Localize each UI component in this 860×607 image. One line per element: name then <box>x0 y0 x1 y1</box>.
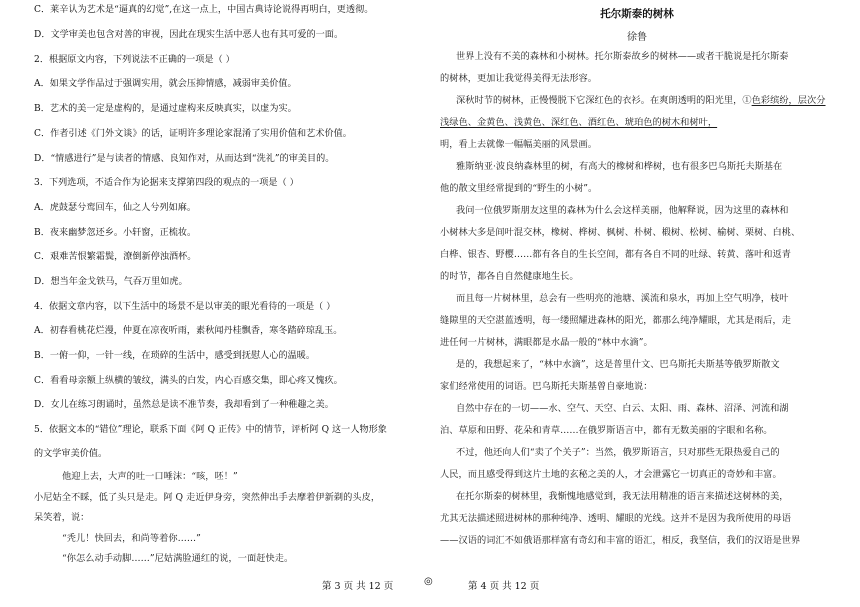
underlined-phrase: 色彩缤纷，层次分 <box>751 95 826 106</box>
essay-line: 而且每一片树林里，总会有一些明亮的池塘、溪流和泉水，再加上空气明净，枝叶 <box>456 293 789 304</box>
q4-option-a: A．初春看桃花烂漫，仲夏在凉夜听雨，素秋闻丹桂飘香，寒冬踏碎琼乱玉。 <box>34 326 343 336</box>
essay-line: 家们经常使用的词语。巴乌斯托夫斯基曾自豪地说： <box>440 381 653 392</box>
essay-line: 明，看上去就像一幅幅美丽的风景画。 <box>440 139 598 150</box>
question-4-stem: 4．依据文章内容，以下生活中的场景不是以审美的眼光看待的一项是（ ） <box>34 302 336 312</box>
q3-option-d: D．想当年金戈铁马，气吞万里如虎。 <box>34 277 188 287</box>
q3-option-c: C．艰难苦恨繁霜鬓，潦倒新停浊酒杯。 <box>34 252 197 262</box>
excerpt-line: 他迎上去，大声的吐一口唾沫：“咳，呸！” <box>62 471 238 482</box>
excerpt-line: 呆笑着，说： <box>34 512 90 523</box>
question-5-stem-cont: 的文学审美价值。 <box>34 449 108 459</box>
q3-option-a: A．虎鼓瑟兮鸾回车，仙之人兮列如麻。 <box>34 203 197 213</box>
excerpt-line: 小尼姑全不睬，低了头只是走。阿 Q 走近伊身旁，突然伸出手去摩着伊新剃的头皮， <box>34 492 381 503</box>
q2-option-b: B．艺术的美一定是虚构的，是通过虚构来反映真实，以虚为实。 <box>34 104 297 114</box>
q4-option-c: C．看看母亲额上纵横的皱纹，满头的白发，内心百感交集，即心疼又愧疚。 <box>34 376 343 386</box>
essay-line: 尤其无法描述照进树林的那种纯净、透明、耀眼的光线。这并不是因为我所使用的母语 <box>440 513 792 524</box>
q2-option-d: D．“情感进行”是与读者的情感、良知作对，从而达到“洗礼”的审美目的。 <box>34 154 335 164</box>
essay-line: 进任何一片树林，满眼都是水晶一般的“林中水滴”。 <box>440 337 653 348</box>
page-number-right: 第 4 页 共 12 页 <box>468 581 540 592</box>
essay-line: 世界上没有不美的森林和小树林。托尔斯泰故乡的树林——或者干脆说是托尔斯泰 <box>456 51 789 62</box>
essay-line: 泊、草原和田野、花朵和青草……在俄罗斯语言中，都有无数美丽的字眼和名称。 <box>440 425 773 436</box>
excerpt-line: “你怎么动手动脚……”尼姑满脸通红的说，一面赶快走。 <box>62 553 294 564</box>
question-2-stem: 2．根据原文内容，下列说法不正确的一项是（ ） <box>34 55 235 65</box>
essay-line-text: 深秋时节的树林，正慢慢脱下它深红色的衣衫。在爽朗透明的阳光里，① <box>456 95 752 106</box>
essay-line: 人民，而且感受得到这片土地的玄秘之美的人，才会泄露它一切真正的奇妙和丰富。 <box>440 469 782 480</box>
binding-mark-icon: ◎ <box>424 576 433 587</box>
essay-line: 缝隙里的天空湛蓝透明，每一缕照耀进森林的阳光，都那么纯净耀眼，尤其是雨后，走 <box>440 315 792 326</box>
q2-option-a: A．如果文学作品过于强调实用，就会压抑情感，减弱审美价值。 <box>34 79 297 89</box>
essay-line: 雅斯纳亚·波良纳森林里的树，有高大的橡树和桦树，也有很多巴乌斯托夫斯基在 <box>456 161 783 172</box>
essay-line: 小树林大多是间叶混交林，橡树、桦树、枫树、朴树、椴树、松树、榆树、栗树、白桃、 <box>440 227 801 238</box>
question-3-stem: 3．下列选项，不适合作为论据来支撑第四段的观点的一项是（ ） <box>34 178 299 188</box>
essay-line: 白桦、银杏、野樱……都有各自的生长空间，都有各自不同的吐绿、转黄、落叶和返青 <box>440 249 792 260</box>
underlined-phrase: 浅绿色、金黄色、浅黄色、深红色、酒红色、琥珀色的树木和树叶， <box>440 117 718 128</box>
essay-line: 他的散文里经常提到的“野生的小树”。 <box>440 183 598 194</box>
essay-line: 自然中存在的一切——水、空气、天空、白云、太阳、雨、森林、沼泽、河流和湖 <box>456 403 789 414</box>
excerpt-line: “秃儿！快回去，和尚等着你……” <box>62 533 201 544</box>
essay-line: 是的，我想起来了，“林中水滴”，这是普里什文、巴乌斯托夫斯基等俄罗斯散文 <box>456 359 780 370</box>
essay-line: 的树林，更加让我觉得美得无法形容。 <box>440 73 598 84</box>
q4-option-d: D．女儿在练习朗诵时，虽然总是读不准节奏，我却看到了一种稚趣之美。 <box>34 400 334 410</box>
essay-line: 在托尔斯泰的树林里，我惭愧地感觉到，我无法用精准的语言来描述这树林的美， <box>456 491 789 502</box>
essay-line <box>440 116 717 130</box>
essay-line: 不过，他还向人们“卖了个关子”：当然，俄罗斯语言，只对那些无限热爱自己的 <box>456 447 780 458</box>
essay-author: 徐鲁 <box>627 32 647 43</box>
q2-option-c: C．作者引述《门外文谈》的话，证明许多理论家混淆了实用价值和艺术价值。 <box>34 129 352 139</box>
option-c-line: C．莱辛认为艺术是“逼真的幻觉”,在这一点上，中国古典诗论说得再明白，更透彻。 <box>34 5 374 15</box>
essay-line: 的时节，都各自自然健康地生长。 <box>440 271 579 282</box>
q3-option-b: B．夜来幽梦忽还乡。小轩窗，正梳妆。 <box>34 228 197 238</box>
essay-title: 托尔斯泰的树林 <box>600 8 674 20</box>
essay-line <box>456 94 826 108</box>
q4-option-b: B．一俯一仰，一针一线，在琐碎的生活中，感受到抚慰人心的温暖。 <box>34 351 316 361</box>
question-5-stem: 5．依据文本的“错位”理论，联系下面《阿 Q 正传》中的情节，评析阿 Q 这一人物形象 <box>34 425 387 435</box>
essay-line: ——汉语的词汇不如俄语那样富有奇幻和丰富的语汇，相反，我坚信，我们的汉语是世界 <box>440 535 801 546</box>
option-d-line: D．文学审美也包含对善的审视，因此在现实生活中恶人也有其可爱的一面。 <box>34 30 344 40</box>
page-number-left: 第 3 页 共 12 页 <box>322 581 394 592</box>
essay-line: 我问一位俄罗斯朋友这里的森林为什么会这样美丽，他解释说，因为这里的森林和 <box>456 205 789 216</box>
